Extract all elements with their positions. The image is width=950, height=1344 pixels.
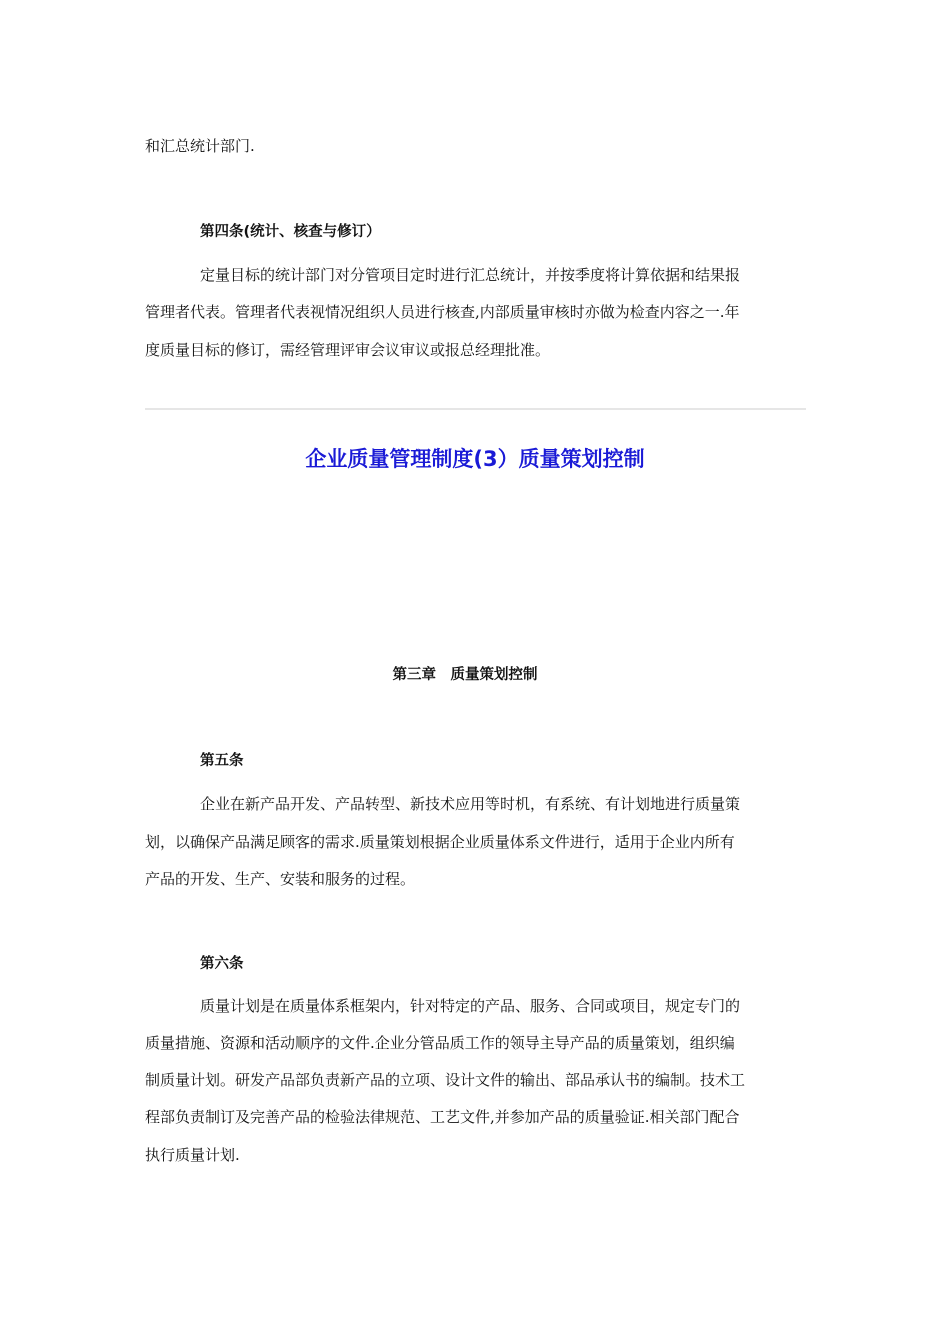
article-4-line-3: 度质量目标的修订，需经管理评审会议审议或报总经理批准。	[145, 341, 551, 359]
chapter-title: 第三章 质量策划控制	[392, 667, 538, 683]
article-5-line-2: 划，以确保产品满足顾客的需求.质量策划根据企业质量体系文件进行，适用于企业内所有	[145, 833, 735, 851]
article-6-line-5: 执行质量计划.	[145, 1146, 240, 1164]
article-6-line-1: 质量计划是在质量体系框架内，针对特定的产品、服务、合同或项目，规定专门的	[200, 997, 741, 1015]
article-5-heading: 第五条	[200, 753, 244, 769]
section-title: 企业质量管理制度(3）质量策划控制	[305, 447, 645, 471]
article-6-line-3: 制质量计划。研发产品部负责新产品的立项、设计文件的输出、部品承认书的编制。技术工	[145, 1071, 746, 1089]
article-6-line-2: 质量措施、资源和活动顺序的文件.企业分管品质工作的领导主导产品的质量策划，组织编	[145, 1034, 735, 1052]
article-4-line-2: 管理者代表。管理者代表视情况组织人员进行核查,内部质量审核时亦做为检查内容之一.年	[145, 303, 740, 321]
paragraph-fragment: 和汇总统计部门.	[145, 137, 255, 155]
article-5-line-3: 产品的开发、生产、安装和服务的过程。	[145, 870, 416, 888]
article-5-line-1: 企业在新产品开发、产品转型、新技术应用等时机，有系统、有计划地进行质量策	[200, 795, 741, 813]
horizontal-divider	[145, 408, 806, 410]
article-4-heading: 第四条(统计、核查与修订）	[200, 224, 381, 240]
article-6-heading: 第六条	[200, 956, 244, 972]
article-6-line-4: 程部负责制订及完善产品的检验法律规范、工艺文件,并参加产品的质量验证.相关部门配合	[145, 1108, 740, 1126]
article-4-line-1: 定量目标的统计部门对分管项目定时进行汇总统计，并按季度将计算依据和结果报	[200, 266, 741, 284]
